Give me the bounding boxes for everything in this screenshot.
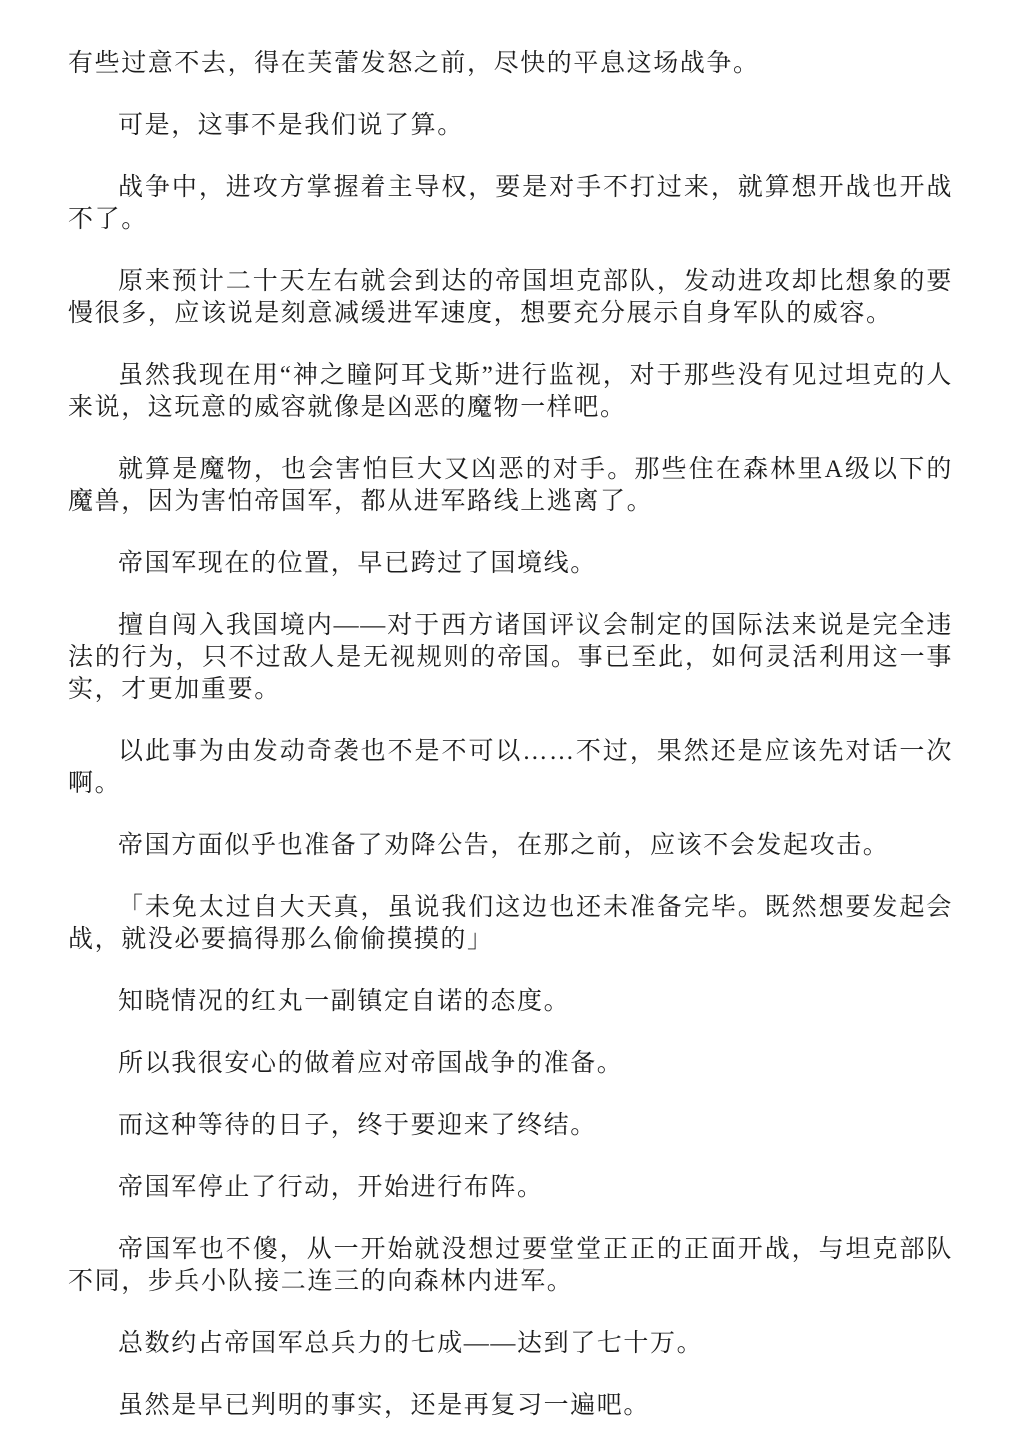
paragraph: 战争中，进攻方掌握着主导权，要是对手不打过来，就算想开战也开战不了。 (68, 174, 953, 233)
paragraph: 虽然我现在用“神之瞳阿耳戈斯”进行监视，对于那些没有见过坦克的人来说，这玩意的威容就像是凶恶的魔物一样吧。 (68, 362, 953, 421)
paragraph: 虽然是早已判明的事实，还是再复习一遍吧。 (118, 1392, 651, 1419)
paragraph: 知晓情况的红丸一副镇定自诺的态度。 (118, 988, 571, 1015)
paragraph: 所以我很安心的做着应对帝国战争的准备。 (118, 1050, 624, 1077)
paragraph: 而这种等待的日子，终于要迎来了终结。 (118, 1112, 597, 1139)
paragraph: 擅自闯入我国境内——对于西方诸国评议会制定的国际法来说是完全违法的行为，只不过敌人是无视规则的帝国。事已至此，如何灵活利用这一事实，才更加重要。 (68, 612, 953, 703)
paragraph: 总数约占帝国军总兵力的七成——达到了七十万。 (118, 1330, 704, 1357)
paragraph: 「未免太过自大天真，虽说我们这边也还未准备完毕。既然想要发起会战，就没必要搞得那么偷偷摸摸的」 (68, 894, 953, 953)
paragraph: 帝国军也不傻，从一开始就没想过要堂堂正正的正面开战，与坦克部队不同，步兵小队接二连三的向森林内进军。 (68, 1236, 953, 1295)
paragraph: 原来预计二十天左右就会到达的帝国坦克部队，发动进攻却比想象的要慢很多，应该说是刻意减缓进军速度，想要充分展示自身军队的威容。 (68, 268, 953, 327)
paragraph: 有些过意不去，得在芙蕾发怒之前，尽快的平息这场战争。 (68, 50, 760, 77)
paragraph: 帝国军停止了行动，开始进行布阵。 (118, 1174, 544, 1201)
paragraph: 帝国军现在的位置，早已跨过了国境线。 (118, 550, 597, 577)
paragraph: 就算是魔物，也会害怕巨大又凶恶的对手。那些住在森林里A级以下的魔兽，因为害怕帝国军，都从进军路线上逃离了。 (68, 456, 953, 515)
paragraph: 以此事为由发动奇袭也不是不可以……不过，果然还是应该先对话一次啊。 (68, 738, 953, 797)
paragraph: 可是，这事不是我们说了算。 (118, 112, 464, 139)
paragraph: 帝国方面似乎也准备了劝降公告，在那之前，应该不会发起攻击。 (118, 832, 890, 859)
